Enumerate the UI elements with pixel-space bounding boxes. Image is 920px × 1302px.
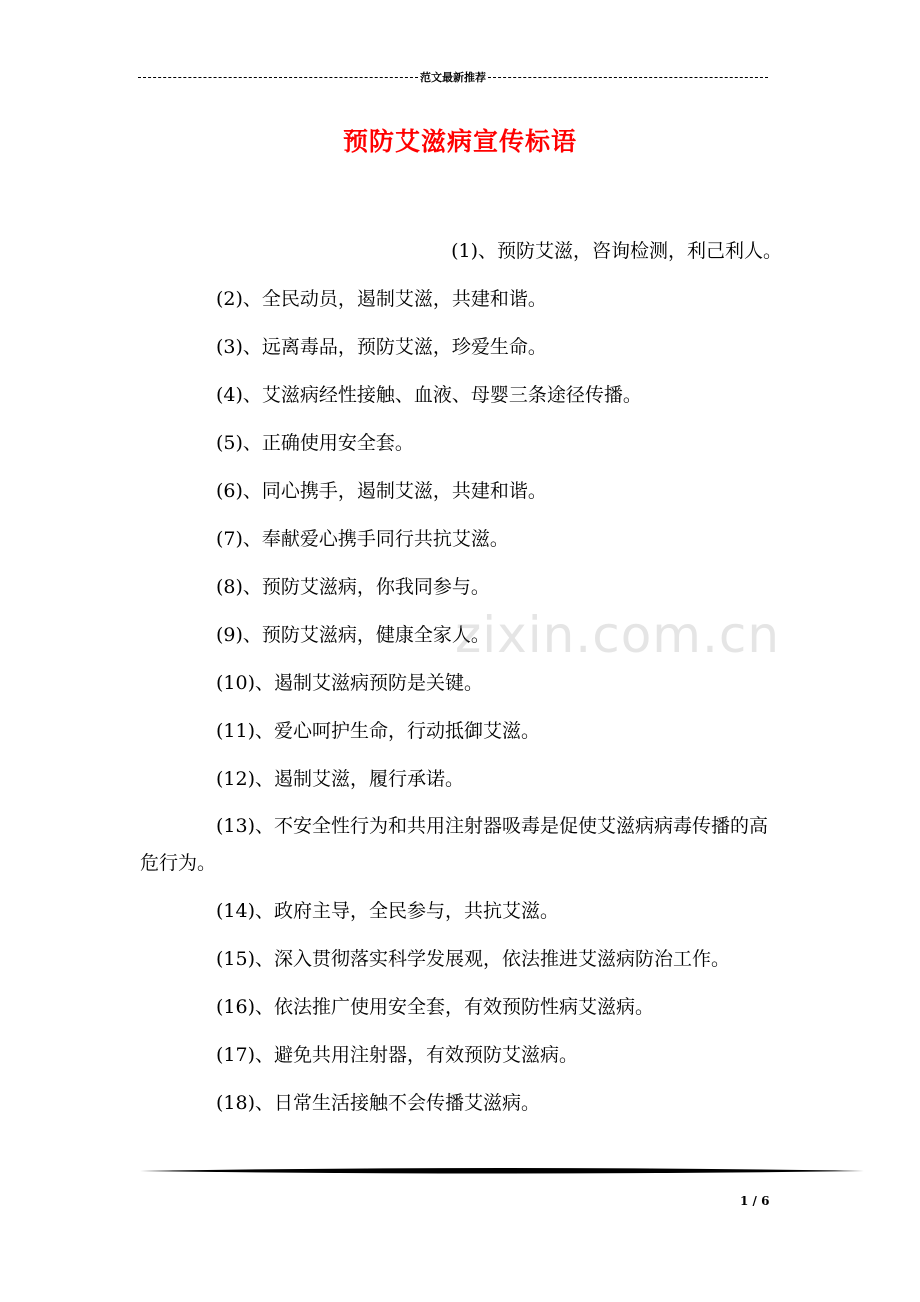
list-item: (15)、深入贯彻落实科学发展观，依法推进艾滋病防治工作。 — [216, 948, 731, 970]
document-title: 预防艾滋病宣传标语 — [342, 127, 577, 156]
list-item: (5)、正确使用安全套。 — [216, 432, 414, 454]
list-item: (14)、政府主导，全民参与，共抗艾滋。 — [216, 900, 560, 922]
list-item: (1)、预防艾滋，咨询检测，利己利人。 — [451, 240, 782, 262]
watermark: zixin.com.cn — [455, 606, 781, 664]
header-dash-left — [138, 77, 418, 78]
list-item: (18)、日常生活接触不会传播艾滋病。 — [216, 1092, 541, 1114]
list-item: (4)、艾滋病经性接触、血液、母婴三条途径传播。 — [216, 384, 642, 406]
page-header — [138, 70, 768, 84]
list-item: (8)、预防艾滋病，你我同参与。 — [216, 576, 490, 598]
header-dash-right — [488, 77, 768, 78]
list-item: (13)、不安全性行为和共用注射器吸毒是促使艾滋病病毒传播的高危行为。 — [140, 815, 769, 874]
footer-divider — [140, 1163, 864, 1179]
page-number: 1 / 6 — [740, 1194, 770, 1208]
list-item: (12)、遏制艾滋，履行承诺。 — [216, 768, 465, 790]
list-item: (10)、遏制艾滋病预防是关键。 — [216, 672, 484, 694]
list-item: (2)、全民动员，遏制艾滋，共建和谐。 — [216, 288, 547, 310]
list-item: (17)、避免共用注射器，有效预防艾滋病。 — [216, 1044, 579, 1066]
header-label: 范文最新推荐 — [420, 71, 486, 84]
list-item: (7)、奉献爱心携手同行共抗艾滋。 — [216, 528, 509, 550]
document-body — [140, 238, 782, 1138]
list-item: (16)、依法推广使用安全套，有效预防性病艾滋病。 — [216, 996, 655, 1018]
list-item: (6)、同心携手，遏制艾滋，共建和谐。 — [216, 480, 547, 502]
list-item: (3)、远离毒品，预防艾滋，珍爱生命。 — [216, 336, 547, 358]
list-item: (9)、预防艾滋病，健康全家人。 — [216, 624, 490, 646]
list-item: (11)、爱心呵护生命，行动抵御艾滋。 — [216, 720, 541, 742]
